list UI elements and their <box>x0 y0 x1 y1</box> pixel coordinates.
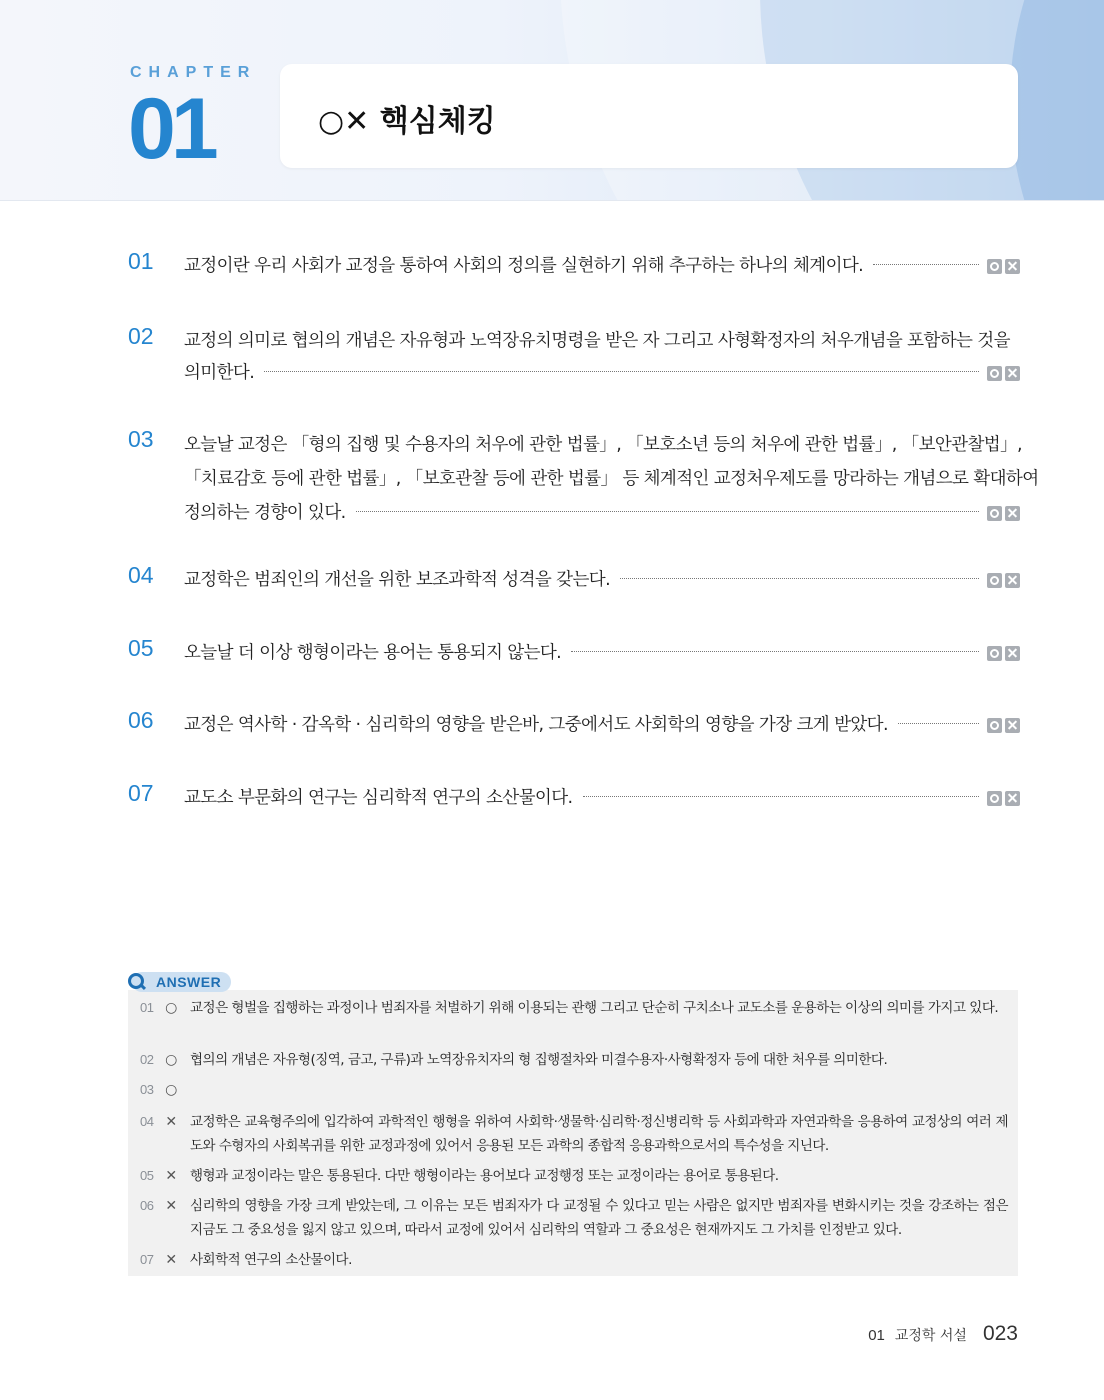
question-line: 오늘날 더 이상 행형이라는 용어는 통용되지 않는다. <box>184 643 562 663</box>
leader-dots <box>356 511 979 512</box>
o-checkbox-icon[interactable] <box>987 259 1002 274</box>
x-checkbox-icon[interactable] <box>1005 646 1020 661</box>
leader-dots <box>898 723 979 724</box>
ox-checkboxes <box>987 791 1020 806</box>
answer-label: ANSWER <box>132 972 231 992</box>
answer-header <box>128 971 231 993</box>
question-text <box>184 709 1020 741</box>
answer-number: 02 <box>140 1052 154 1067</box>
answer-number: 03 <box>140 1082 154 1097</box>
answer-mark: ✕ <box>165 1198 177 1214</box>
question-line: 의미한다. <box>184 363 255 383</box>
title-box <box>280 64 1018 168</box>
question-text <box>184 637 1020 669</box>
answer-text: 행형과 교정이라는 말은 통용된다. 다만 행형이라는 용어보다 교정행정 또는 교정이라는 용어로 통용된다. <box>190 1168 779 1184</box>
ox-checkboxes <box>987 718 1020 733</box>
o-checkbox-icon[interactable] <box>987 366 1002 381</box>
question-number: 06 <box>128 707 154 733</box>
page-title: ○✕ 핵심체킹 <box>318 104 496 139</box>
question-line: 정의하는 경향이 있다. <box>184 503 346 523</box>
question-text <box>184 325 1020 389</box>
question-number: 07 <box>128 780 154 806</box>
answer-mark: ✕ <box>165 1114 177 1130</box>
o-checkbox-icon[interactable] <box>987 718 1002 733</box>
leader-dots <box>583 796 980 797</box>
page-number: 023 <box>982 1322 1018 1345</box>
leader-dots <box>873 264 979 265</box>
leader-dots <box>264 371 979 372</box>
question-number: 05 <box>128 635 154 661</box>
question-line: 교정의 의미로 협의의 개념은 자유형과 노역장유치명령을 받은 자 그리고 사형확정자의 처우개념을 포함하는 것을 <box>184 331 1010 351</box>
x-checkbox-icon[interactable] <box>1005 791 1020 806</box>
answer-number: 04 <box>140 1114 154 1129</box>
o-checkbox-icon[interactable] <box>987 791 1002 806</box>
x-checkbox-icon[interactable] <box>1005 718 1020 733</box>
answer-mark: ○ <box>165 1082 177 1098</box>
ox-checkboxes <box>987 646 1020 661</box>
o-checkbox-icon[interactable] <box>987 506 1002 521</box>
ox-checkboxes <box>987 573 1020 588</box>
page-footer <box>868 1322 1018 1346</box>
ox-checkboxes <box>987 259 1020 274</box>
answer-mark: ✕ <box>165 1252 177 1268</box>
answer-mark: ○ <box>165 1052 177 1068</box>
question-number: 04 <box>128 562 154 588</box>
question-text <box>184 428 1039 530</box>
answer-number: 05 <box>140 1168 154 1183</box>
answer-text: 심리학의 영향을 가장 크게 받았는데, 그 이유는 모든 범죄자가 다 교정될 수 있다고 믿는 사람은 없지만 범죄자를 변화시키는 것을 강조하는 점은 지금도 그 중요성을 잃지 않고 있으며, 따라서 교정에 있어서 심리학의 역할과 그 중요성은 현재까지도 그 가치를 인정받고 있다. <box>190 1198 1008 1238</box>
question-text <box>184 250 1020 282</box>
x-checkbox-icon[interactable] <box>1005 573 1020 588</box>
x-checkbox-icon[interactable] <box>1005 506 1020 521</box>
question-text <box>184 782 1020 814</box>
answer-number: 01 <box>140 1000 154 1015</box>
question-line: 교정은 역사학 · 감옥학 · 심리학의 영향을 받은바, 그중에서도 사회학의 영향을 가장 크게 받았다. <box>184 715 888 735</box>
question-line: 교정이란 우리 사회가 교정을 통하여 사회의 정의를 실현하기 위해 추구하는 하나의 체계이다. <box>184 256 864 276</box>
leader-dots <box>571 651 979 652</box>
chapter-number: 01 <box>128 81 214 177</box>
ox-checkboxes <box>987 366 1020 381</box>
question-line: 교정학은 범죄인의 개선을 위한 보조과학적 성격을 갖는다. <box>184 570 611 590</box>
x-checkbox-icon[interactable] <box>1005 366 1020 381</box>
chapter-header <box>0 0 1104 201</box>
o-checkbox-icon[interactable] <box>987 573 1002 588</box>
x-checkbox-icon[interactable] <box>1005 259 1020 274</box>
answer-text: 사회학적 연구의 소산물이다. <box>190 1252 352 1268</box>
question-number: 01 <box>128 248 154 274</box>
question-line: 「치료감호 등에 관한 법률」, 「보호관찰 등에 관한 법률」 등 체계적인 교정처우제도를 망라하는 개념으로 확대하여 <box>184 469 1039 489</box>
chapter-label: CHAPTER <box>130 64 257 81</box>
answer-mark: ○ <box>165 1000 177 1016</box>
answer-box <box>128 990 1018 1276</box>
question-line: 교도소 부문화의 연구는 심리학적 연구의 소산물이다. <box>184 788 573 808</box>
answer-text: 교정은 형벌을 집행하는 과정이나 범죄자를 처벌하기 위해 이용되는 관행 그리고 단순히 구치소나 교도소를 운용하는 이상의 의미를 가지고 있다. <box>190 1000 999 1016</box>
answer-number: 07 <box>140 1252 154 1267</box>
ox-checkboxes <box>987 506 1020 521</box>
header-decoration <box>1010 0 1104 201</box>
answer-text: 교정학은 교육형주의에 입각하여 과학적인 행형을 위하여 사회학·생물학·심리학·정신병리학 등 사회과학과 자연과학을 응용하여 교정상의 여러 제도와 수형자의 사회복귀를 위한 교정과정에 있어서 응용된 모든 과학의 종합적 응용과학으로서의 특수성을 지닌다. <box>190 1114 1008 1154</box>
o-checkbox-icon[interactable] <box>987 646 1002 661</box>
question-number: 03 <box>128 426 154 452</box>
question-text <box>184 564 1020 596</box>
answer-number: 06 <box>140 1198 154 1213</box>
answer-text: 협의의 개념은 자유형(징역, 금고, 구류)과 노역장유치자의 형 집행절차와 미결수용자·사형확정자 등에 대한 처우를 의미한다. <box>190 1052 888 1068</box>
question-line: 오늘날 교정은 「형의 집행 및 수용자의 처우에 관한 법률」, 「보호소년 등의 처우에 관한 법률」, 「보안관찰법」, <box>184 435 1022 455</box>
footer-title: 교정학 서설 <box>894 1328 967 1344</box>
answer-mark: ✕ <box>165 1168 177 1184</box>
footer-chapter: 01 <box>868 1327 885 1344</box>
magnifier-icon <box>128 973 146 991</box>
question-number: 02 <box>128 323 154 349</box>
leader-dots <box>620 578 979 579</box>
